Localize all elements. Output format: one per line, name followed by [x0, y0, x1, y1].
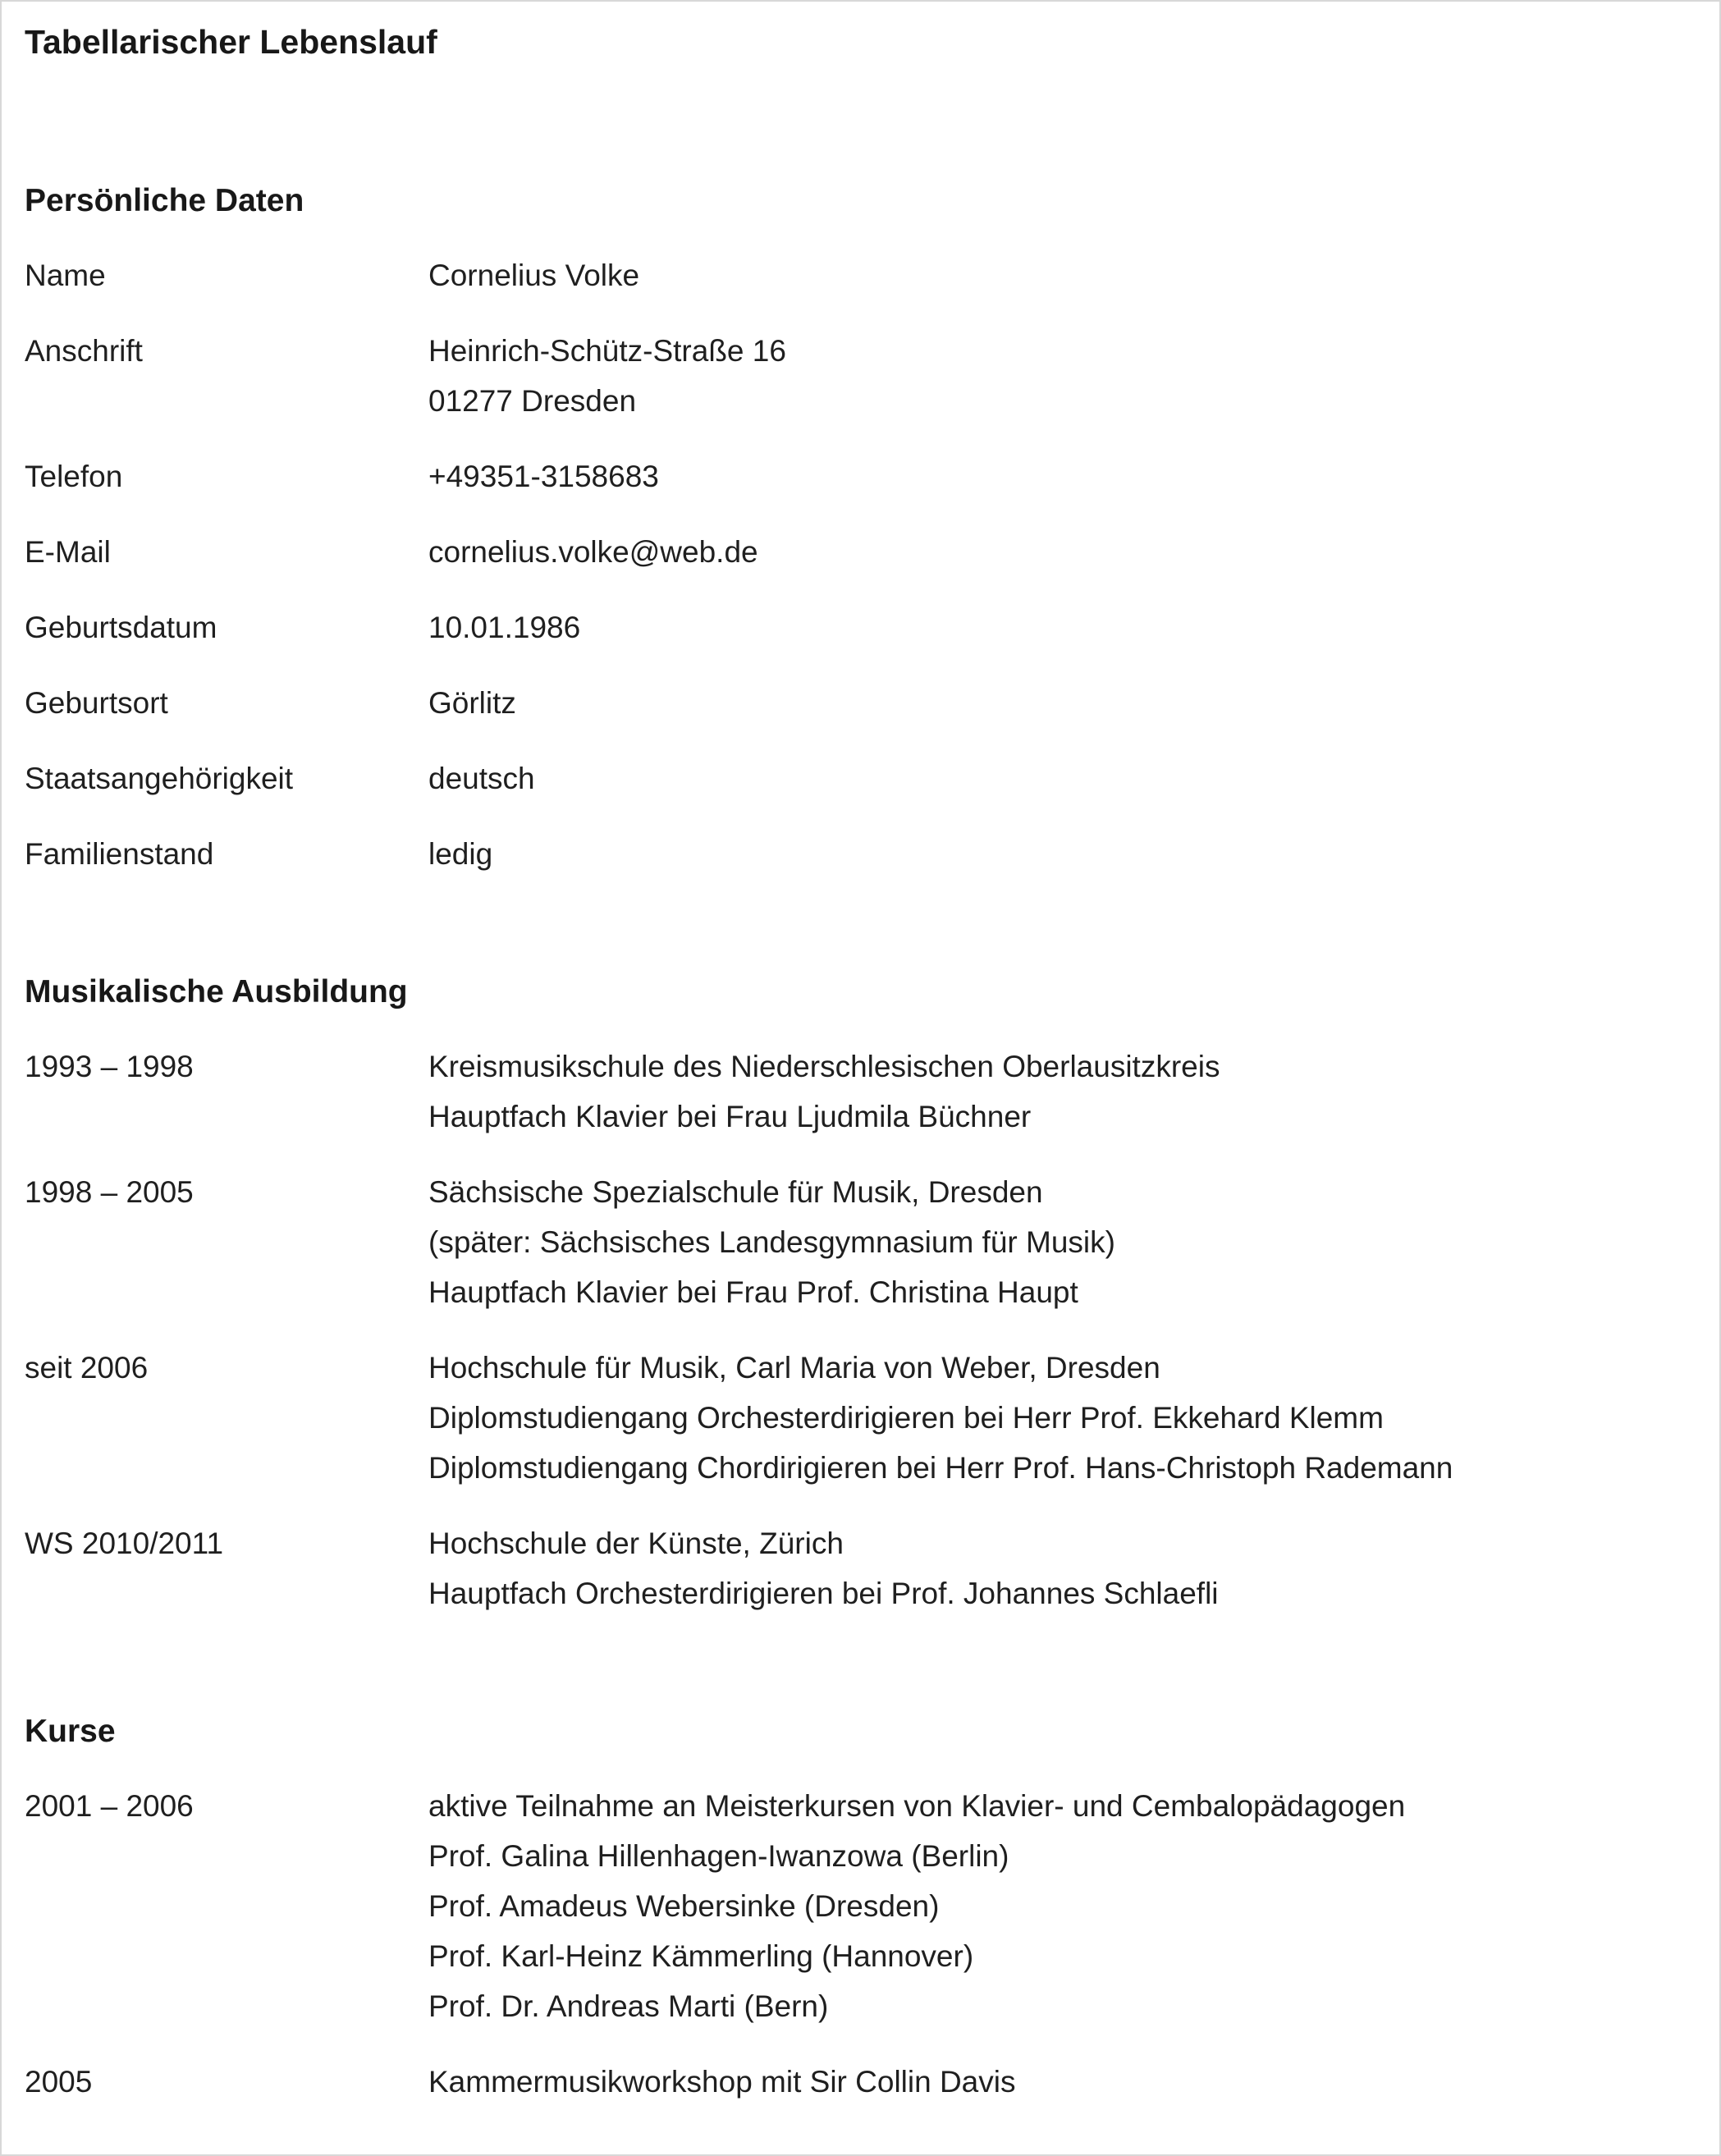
cv-row [25, 678, 1662, 728]
row-value [428, 1518, 1662, 1618]
row-value-line: cornelius.volke@web.de [428, 535, 758, 569]
row-value-line: Sächsische Spezialschule für Musik, Dresden [428, 1175, 1043, 1209]
section-heading: Persönliche Daten [25, 183, 304, 218]
cv-row [25, 1167, 1662, 1317]
section-heading: Musikalische Ausbildung [25, 974, 408, 1009]
row-value-line: +49351-3158683 [428, 460, 659, 493]
row-value [428, 2057, 1662, 2107]
row-value [428, 602, 1662, 652]
row-value-line: Prof. Karl-Heinz Kämmerling (Hannover) [428, 1939, 974, 1973]
section-musikalische-ausbildung [25, 974, 1662, 1618]
row-value-line: Hochschule für Musik, Carl Maria von Weber, Dresden [428, 1351, 1160, 1385]
cv-row [25, 753, 1662, 803]
row-value-line: 10.01.1986 [428, 611, 581, 644]
row-value-line: aktive Teilnahme an Meisterkursen von Klavier- und Cembalopädagogen [428, 1789, 1406, 1823]
row-value-line: Prof. Amadeus Webersinke (Dresden) [428, 1889, 940, 1923]
row-value [428, 753, 1662, 803]
row-value-line: Görlitz [428, 686, 516, 720]
row-label: Staatsangehörigkeit [25, 762, 294, 795]
section-kurse [25, 1714, 1662, 2107]
page-title: Tabellarischer Lebenslauf [25, 23, 437, 61]
row-value-line: Hauptfach Orchesterdirigieren bei Prof. Johannes Schlaefli [428, 1577, 1219, 1610]
row-value [428, 1343, 1662, 1493]
row-value-line: Kreismusikschule des Niederschlesischen Oberlausitzkreis [428, 1050, 1220, 1083]
row-value [428, 678, 1662, 728]
row-label: Familienstand [25, 837, 214, 871]
row-label: Geburtsort [25, 686, 168, 720]
row-value-line: Hauptfach Klavier bei Frau Ljudmila Büchner [428, 1100, 1032, 1133]
cv-row [25, 451, 1662, 501]
row-value [428, 451, 1662, 501]
row-label: Anschrift [25, 334, 143, 368]
row-value-line: ledig [428, 837, 493, 871]
row-value-line: Cornelius Volke [428, 259, 640, 292]
row-value [428, 1167, 1662, 1317]
cv-row [25, 602, 1662, 652]
row-value [428, 326, 1662, 426]
row-value [428, 1041, 1662, 1142]
row-label: 1998 – 2005 [25, 1175, 194, 1209]
row-label: 2005 [25, 2065, 93, 2099]
cv-row [25, 250, 1662, 300]
cv-row [25, 829, 1662, 879]
row-value-line: Kammermusikworkshop mit Sir Collin Davis [428, 2065, 1016, 2099]
cv-row [25, 1781, 1662, 2031]
row-value [428, 1781, 1662, 2031]
row-label: 2001 – 2006 [25, 1789, 194, 1823]
row-label: E-Mail [25, 535, 111, 569]
row-value-line: Prof. Dr. Andreas Marti (Bern) [428, 1989, 829, 2023]
section-heading: Kurse [25, 1714, 116, 1749]
row-label: seit 2006 [25, 1351, 149, 1385]
row-value-line: deutsch [428, 762, 535, 795]
row-value-line: Hauptfach Klavier bei Frau Prof. Christina Haupt [428, 1275, 1078, 1309]
cv-row [25, 527, 1662, 577]
row-value-line: Diplomstudiengang Orchesterdirigieren bei Herr Prof. Ekkehard Klemm [428, 1401, 1384, 1435]
cv-row [25, 326, 1662, 426]
row-value [428, 527, 1662, 577]
section-persoenliche-daten [25, 183, 1662, 879]
cv-row [25, 1518, 1662, 1618]
row-value-line: Heinrich-Schütz-Straße 16 [428, 334, 786, 368]
row-value-line: Diplomstudiengang Chordirigieren bei Herr Prof. Hans-Christoph Rademann [428, 1451, 1453, 1485]
row-value-line: Prof. Galina Hillenhagen-Iwanzowa (Berlin) [428, 1839, 1009, 1873]
cv-row [25, 1343, 1662, 1493]
row-label: Name [25, 259, 106, 292]
row-value-line: (später: Sächsisches Landesgymnasium für Musik) [428, 1225, 1115, 1259]
cv-row [25, 2057, 1662, 2107]
row-value [428, 829, 1662, 879]
row-value-line: 01277 Dresden [428, 384, 637, 418]
row-label: WS 2010/2011 [25, 1527, 224, 1560]
row-value [428, 250, 1662, 300]
cv-row [25, 1041, 1662, 1142]
row-value-line: Hochschule der Künste, Zürich [428, 1527, 844, 1560]
row-label: Telefon [25, 460, 123, 493]
row-label: 1993 – 1998 [25, 1050, 194, 1083]
row-label: Geburtsdatum [25, 611, 217, 644]
